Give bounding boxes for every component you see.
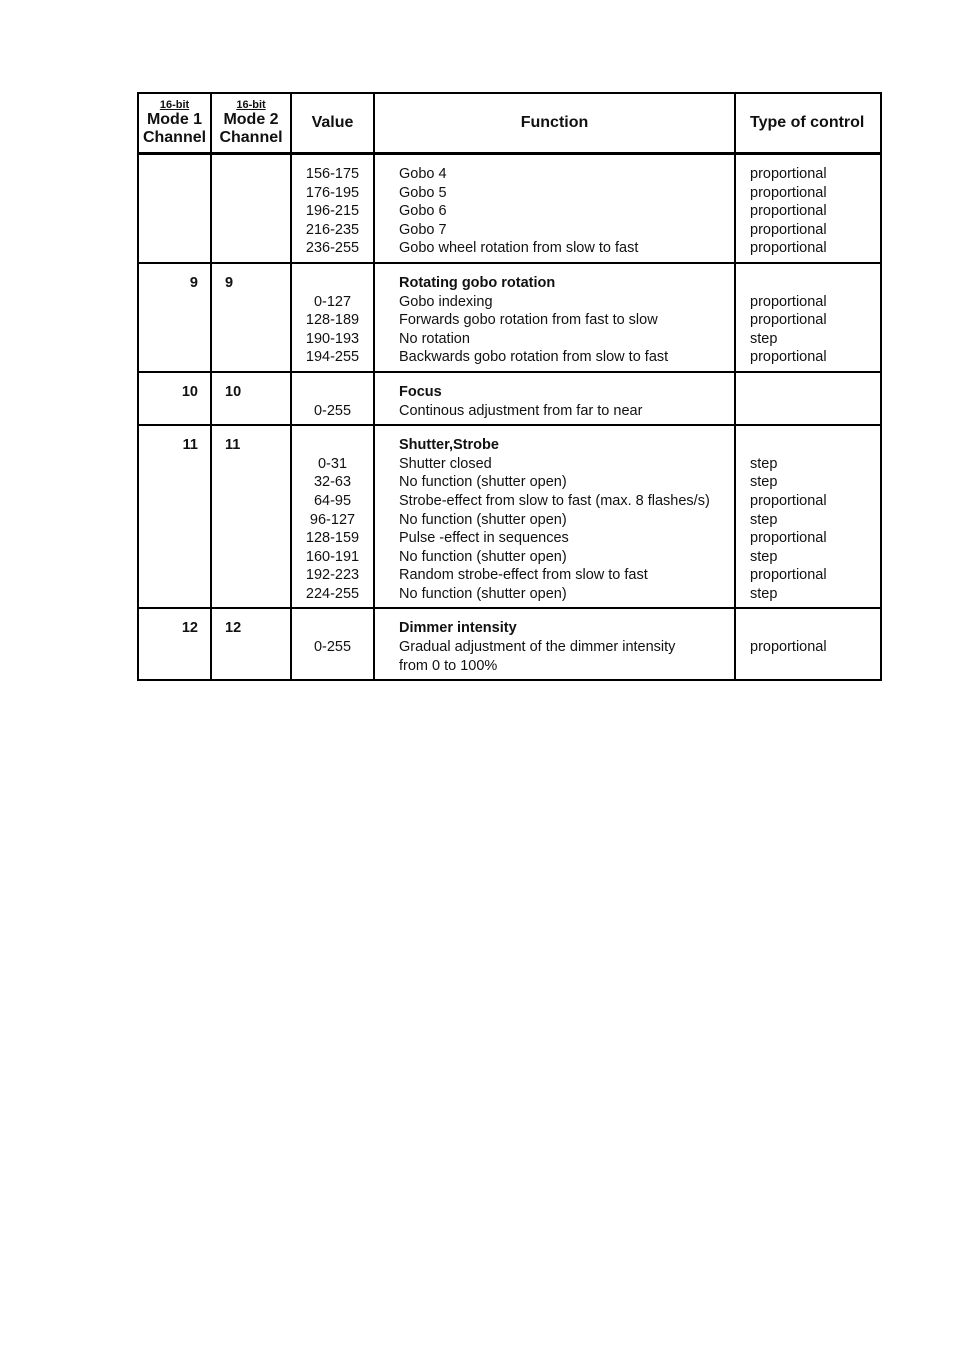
value-range: 216-235 [305, 221, 360, 238]
mode1-channel-number: 9 [189, 274, 198, 291]
dmx-channel-table [137, 92, 882, 681]
control-type: proportional [750, 639, 827, 656]
value-cell [291, 372, 374, 425]
function-description: Gobo 6 [399, 203, 447, 220]
cell-body [736, 609, 880, 660]
cell-body [292, 155, 373, 262]
function-cell [374, 425, 735, 608]
function-description: Gobo indexing [399, 293, 493, 310]
function-description: Strobe-effect from slow to fast (max. 8 flashes/s) [399, 492, 710, 509]
value-range: 96-127 [309, 511, 356, 528]
function-description: Gobo wheel rotation from slow to fast [399, 240, 639, 257]
control-type: step [750, 548, 778, 565]
mode1-channel-number: 12 [181, 620, 198, 637]
control-type: step [750, 474, 778, 491]
function-cell [374, 263, 735, 372]
value-range: 0-255 [313, 639, 352, 656]
cell-body [139, 426, 210, 459]
value-range: 194-255 [305, 349, 360, 366]
cell-body [292, 426, 373, 607]
header-mode2-label: Mode 2 [223, 110, 279, 128]
function-description: Gradual adjustment of the dimmer intensity from 0 to 100% [399, 639, 676, 674]
spacer [292, 436, 373, 455]
function-description: Random strobe-effect from slow to fast [399, 567, 648, 584]
value-range: 32-63 [313, 474, 352, 491]
value-range: 0-127 [313, 293, 352, 310]
mode2-channel-number: 9 [225, 274, 234, 291]
cell-body [736, 373, 880, 424]
cell-body [375, 426, 734, 607]
header-mode1-label: Mode 1 [146, 110, 203, 128]
spacer [292, 619, 373, 638]
function-description: Gobo 4 [399, 166, 447, 182]
cell-body [139, 609, 210, 642]
value-range: 64-95 [313, 492, 352, 509]
cell-body [736, 426, 880, 607]
cell-body [292, 264, 373, 371]
control-type: proportional [750, 184, 827, 201]
function-cell [374, 154, 735, 263]
function-description: No function (shutter open) [399, 511, 567, 528]
control-cell [735, 425, 881, 608]
value-range: 236-255 [305, 240, 360, 257]
spacer [292, 383, 373, 402]
mode1-channel-number: 10 [181, 383, 198, 400]
function-heading: Focus [399, 383, 442, 400]
header-mode1-channel [138, 93, 211, 154]
cell-body [375, 155, 734, 262]
cell-body [736, 264, 880, 371]
control-type: proportional [750, 221, 827, 238]
control-type: step [750, 330, 778, 347]
value-range: 190-193 [305, 330, 360, 347]
control-type: step [750, 511, 778, 528]
mode2-channel-number: 12 [225, 620, 242, 637]
value-range: 0-31 [317, 455, 348, 472]
mode2-channel-cell [211, 372, 291, 425]
value-range: 0-255 [313, 402, 352, 419]
cell-body [375, 373, 734, 424]
table-row [138, 372, 881, 425]
control-type: proportional [750, 312, 827, 329]
control-cell [735, 372, 881, 425]
cell-body [139, 373, 210, 406]
cell-body [292, 609, 373, 660]
function-description: No function (shutter open) [399, 474, 567, 491]
function-description: Pulse -effect in sequences [399, 530, 569, 547]
control-type: proportional [750, 240, 827, 257]
mode2-channel-number: 11 [225, 437, 241, 454]
control-type: proportional [750, 166, 827, 182]
function-description: Gobo 7 [399, 221, 447, 238]
mode2-channel-cell [211, 154, 291, 263]
value-cell [291, 608, 374, 680]
spacer [292, 274, 373, 293]
mode2-channel-cell [211, 608, 291, 680]
header-mode2-channel-label: Channel [219, 128, 283, 146]
control-type: proportional [750, 567, 827, 584]
mode2-channel-cell [211, 263, 291, 372]
header-type-of-control: Type of control [735, 93, 881, 154]
control-type: step [750, 585, 778, 602]
cell-body [212, 373, 290, 406]
header-mode2-channel [211, 93, 291, 154]
cell-body [212, 609, 290, 642]
spacer [736, 436, 880, 455]
mode1-channel-number: 11 [182, 437, 198, 454]
value-cell [291, 263, 374, 372]
function-description: Forwards gobo rotation from fast to slow [399, 312, 658, 329]
value-range: 192-223 [305, 567, 360, 584]
cell-body [212, 264, 290, 297]
control-cell [735, 608, 881, 680]
function-description: Backwards gobo rotation from slow to fast [399, 349, 669, 366]
table-row [138, 154, 881, 263]
function-cell [374, 372, 735, 425]
table-row [138, 608, 881, 680]
header-value: Value [291, 93, 374, 154]
spacer [736, 619, 880, 638]
value-cell [291, 425, 374, 608]
value-cell [291, 154, 374, 263]
table-header [138, 93, 881, 154]
control-type: proportional [750, 492, 827, 509]
control-type: proportional [750, 293, 827, 310]
control-type: proportional [750, 203, 827, 220]
function-description: No function (shutter open) [399, 585, 567, 602]
function-heading: Dimmer intensity [399, 620, 517, 637]
mode2-channel-number: 10 [225, 383, 242, 400]
control-cell [735, 263, 881, 372]
control-type: proportional [750, 530, 827, 547]
header-mode1-channel-label: Channel [142, 128, 207, 146]
function-description: Continous adjustment from far to near [399, 402, 643, 419]
mode1-channel-cell [138, 425, 211, 608]
spacer [736, 274, 880, 293]
control-type: step [750, 455, 778, 472]
function-cell [374, 608, 735, 680]
cell-body [736, 155, 880, 262]
header-function: Function [374, 93, 735, 154]
function-heading: Shutter,Strobe [399, 437, 499, 454]
function-heading: Rotating gobo rotation [399, 274, 556, 291]
mode1-channel-cell [138, 154, 211, 263]
value-range: 224-255 [305, 585, 360, 602]
cell-body [212, 155, 290, 169]
cell-body [139, 264, 210, 297]
mode1-channel-cell [138, 372, 211, 425]
value-range: 128-159 [305, 530, 360, 547]
mode1-channel-cell [138, 608, 211, 680]
table-row [138, 263, 881, 372]
table-row [138, 425, 881, 608]
mode1-channel-cell [138, 263, 211, 372]
value-range: 156-175 [305, 166, 360, 182]
value-range: 196-215 [305, 203, 360, 220]
control-type: proportional [750, 349, 827, 366]
function-description: No function (shutter open) [399, 548, 567, 565]
table-body [138, 154, 881, 681]
cell-body [375, 609, 734, 679]
function-description: Gobo 5 [399, 184, 447, 201]
cell-body [375, 264, 734, 371]
cell-body [212, 426, 290, 459]
mode2-channel-cell [211, 425, 291, 608]
control-type [736, 402, 880, 421]
header-mode1-bit: 16-bit [159, 98, 190, 111]
function-description: No rotation [399, 330, 470, 347]
function-description: Shutter closed [399, 455, 492, 472]
value-range: 128-189 [305, 312, 360, 329]
value-range: 176-195 [305, 184, 360, 201]
value-range: 160-191 [305, 548, 360, 565]
spacer [736, 383, 880, 402]
control-cell [735, 154, 881, 263]
cell-body [139, 155, 210, 169]
header-mode2-bit: 16-bit [236, 98, 266, 111]
cell-body [292, 373, 373, 424]
